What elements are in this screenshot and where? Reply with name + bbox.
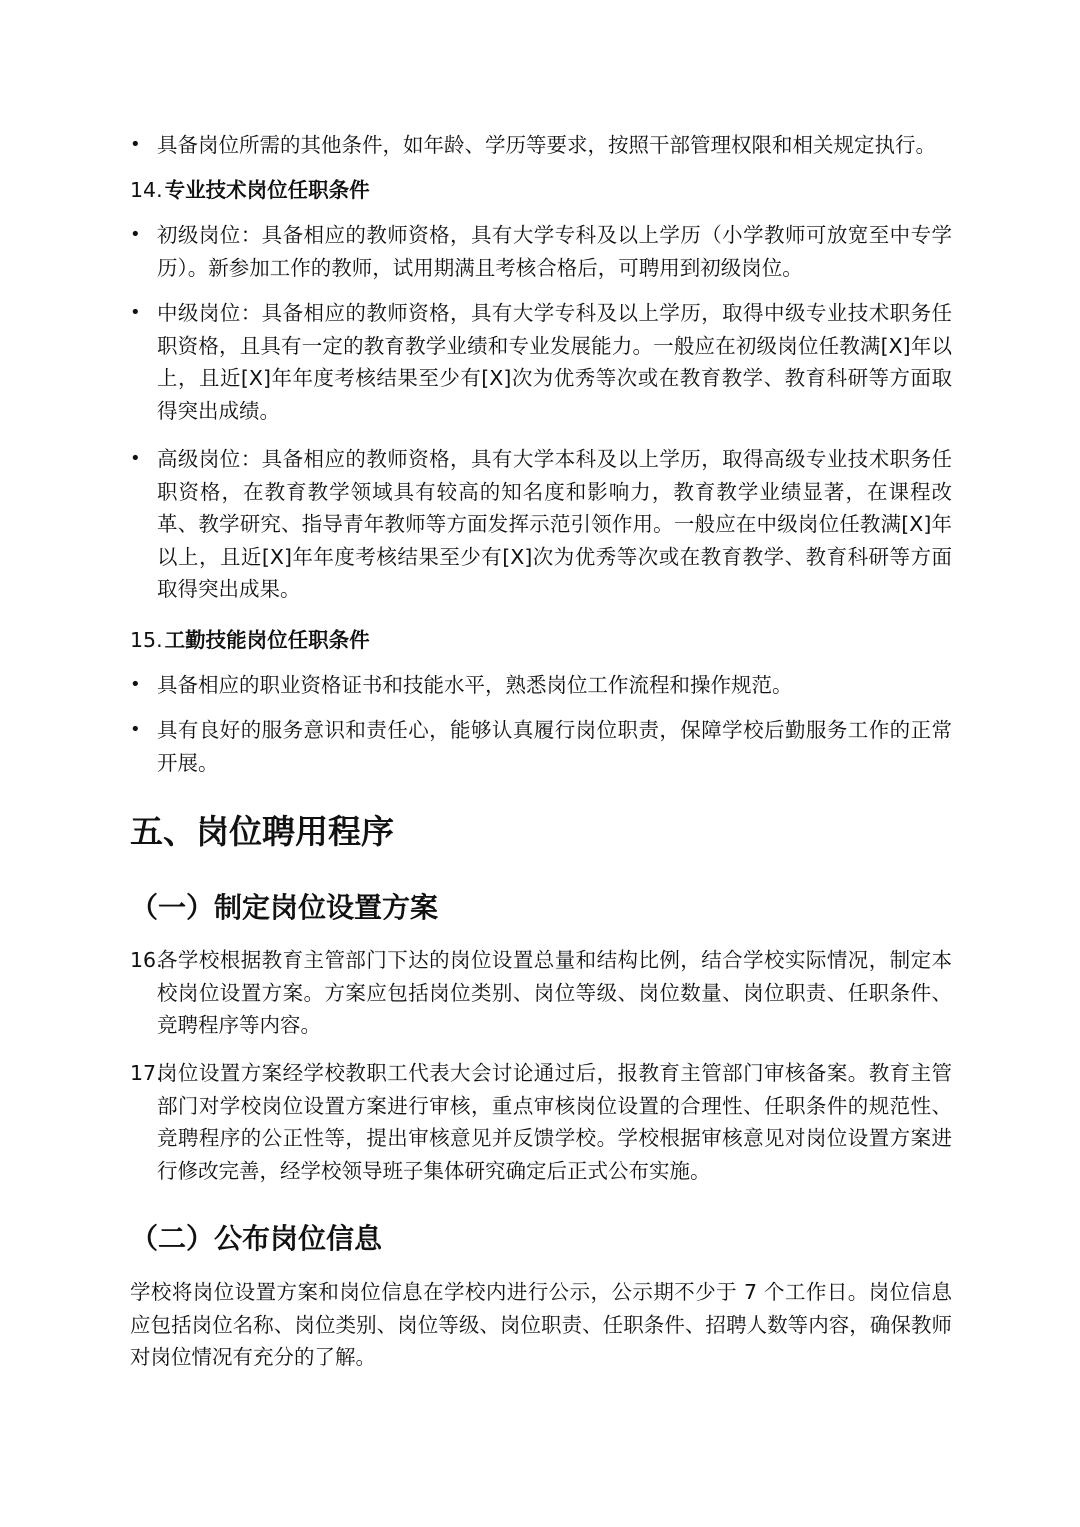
item-title: 专业技术岗位任职条件 [164, 178, 370, 202]
list-item [130, 129, 952, 162]
item-title: 工勤技能岗位任职条件 [164, 628, 370, 652]
list-item [130, 443, 952, 606]
bullet-marker: • [130, 302, 141, 323]
list-item-text: 中级岗位：具备相应的教师资格，具有大学专科及以上学历，取得中级专业技术职务任职资格，且具有一定的教育教学业绩和专业发展能力。一般应在初级岗位任教满[X]年以上，且近[X]年年度考核结果至少有[X]次为优秀等次或在教育教学、教育科研等方面取得突出成绩。 [157, 301, 952, 423]
item-number: 16. [130, 948, 163, 972]
subsection-heading: （一）制定岗位设置方案 [130, 891, 439, 924]
item-text: 岗位设置方案经学校教职工代表大会讨论通过后，报教育主管部门审核备案。教育主管部门对学校岗位设置方案进行审核，重点审核岗位设置的合理性、任职条件的规范性、竞聘程序的公正性等，提出审核意见并反馈学校。学校根据审核意见对岗位设置方案进行修改完善，经学校领导班子集体研究确定后正式公布实施。 [157, 1061, 952, 1183]
list-item [130, 297, 952, 427]
section-heading: 五、岗位聘用程序 [130, 812, 394, 851]
item-text: 各学校根据教育主管部门下达的岗位设置总量和结构比例，结合学校实际情况，制定本校岗位设置方案。方案应包括岗位类别、岗位等级、岗位数量、岗位职责、任职条件、竞聘程序等内容。 [157, 948, 952, 1037]
numbered-heading-14 [130, 174, 370, 206]
bullet-marker: • [130, 448, 141, 469]
list-item-text: 高级岗位：具备相应的教师资格，具有大学本科及以上学历，取得高级专业技术职务任职资格，在教育教学领域具有较高的知名度和影响力，教育教学业绩显著，在课程改革、教学研究、指导青年教师等方面发挥示范引领作用。一般应在中级岗位任教满[X]年以上，且近[X]年年度考核结果至少有[X]次为优秀等次或在教育教学、教育科研等方面取得突出成果。 [157, 447, 952, 601]
bullet-marker: • [130, 674, 141, 695]
list-item [130, 219, 952, 284]
numbered-heading-15 [130, 624, 370, 656]
bullet-marker: • [130, 719, 141, 740]
bullet-marker: • [130, 134, 141, 155]
item-number: 15. [130, 628, 163, 652]
list-item-text: 具备岗位所需的其他条件，如年龄、学历等要求，按照干部管理权限和相关规定执行。 [157, 133, 936, 157]
body-paragraph: 学校将岗位设置方案和岗位信息在学校内进行公示，公示期不少于 7 个工作日。岗位信息应包括岗位名称、岗位类别、岗位等级、岗位职责、任职条件、招聘人数等内容，确保教师对岗位情况有充分的了解。 [130, 1280, 952, 1369]
list-item-text: 具有良好的服务意识和责任心，能够认真履行岗位职责，保障学校后勤服务工作的正常开展。 [157, 718, 952, 775]
list-item [130, 669, 952, 702]
numbered-item-16 [130, 944, 952, 1042]
item-number: 14. [130, 178, 163, 202]
list-item-text: 初级岗位：具备相应的教师资格，具有大学专科及以上学历（小学教师可放宽至中专学历）。新参加工作的教师，试用期满且考核合格后，可聘用到初级岗位。 [157, 223, 952, 280]
subsection-heading: （二）公布岗位信息 [130, 1222, 383, 1255]
bullet-marker: • [130, 224, 141, 245]
list-item [130, 714, 952, 779]
list-item-text: 具备相应的职业资格证书和技能水平，熟悉岗位工作流程和操作规范。 [157, 673, 793, 697]
item-number: 17. [130, 1061, 163, 1085]
numbered-item-17 [130, 1057, 952, 1187]
